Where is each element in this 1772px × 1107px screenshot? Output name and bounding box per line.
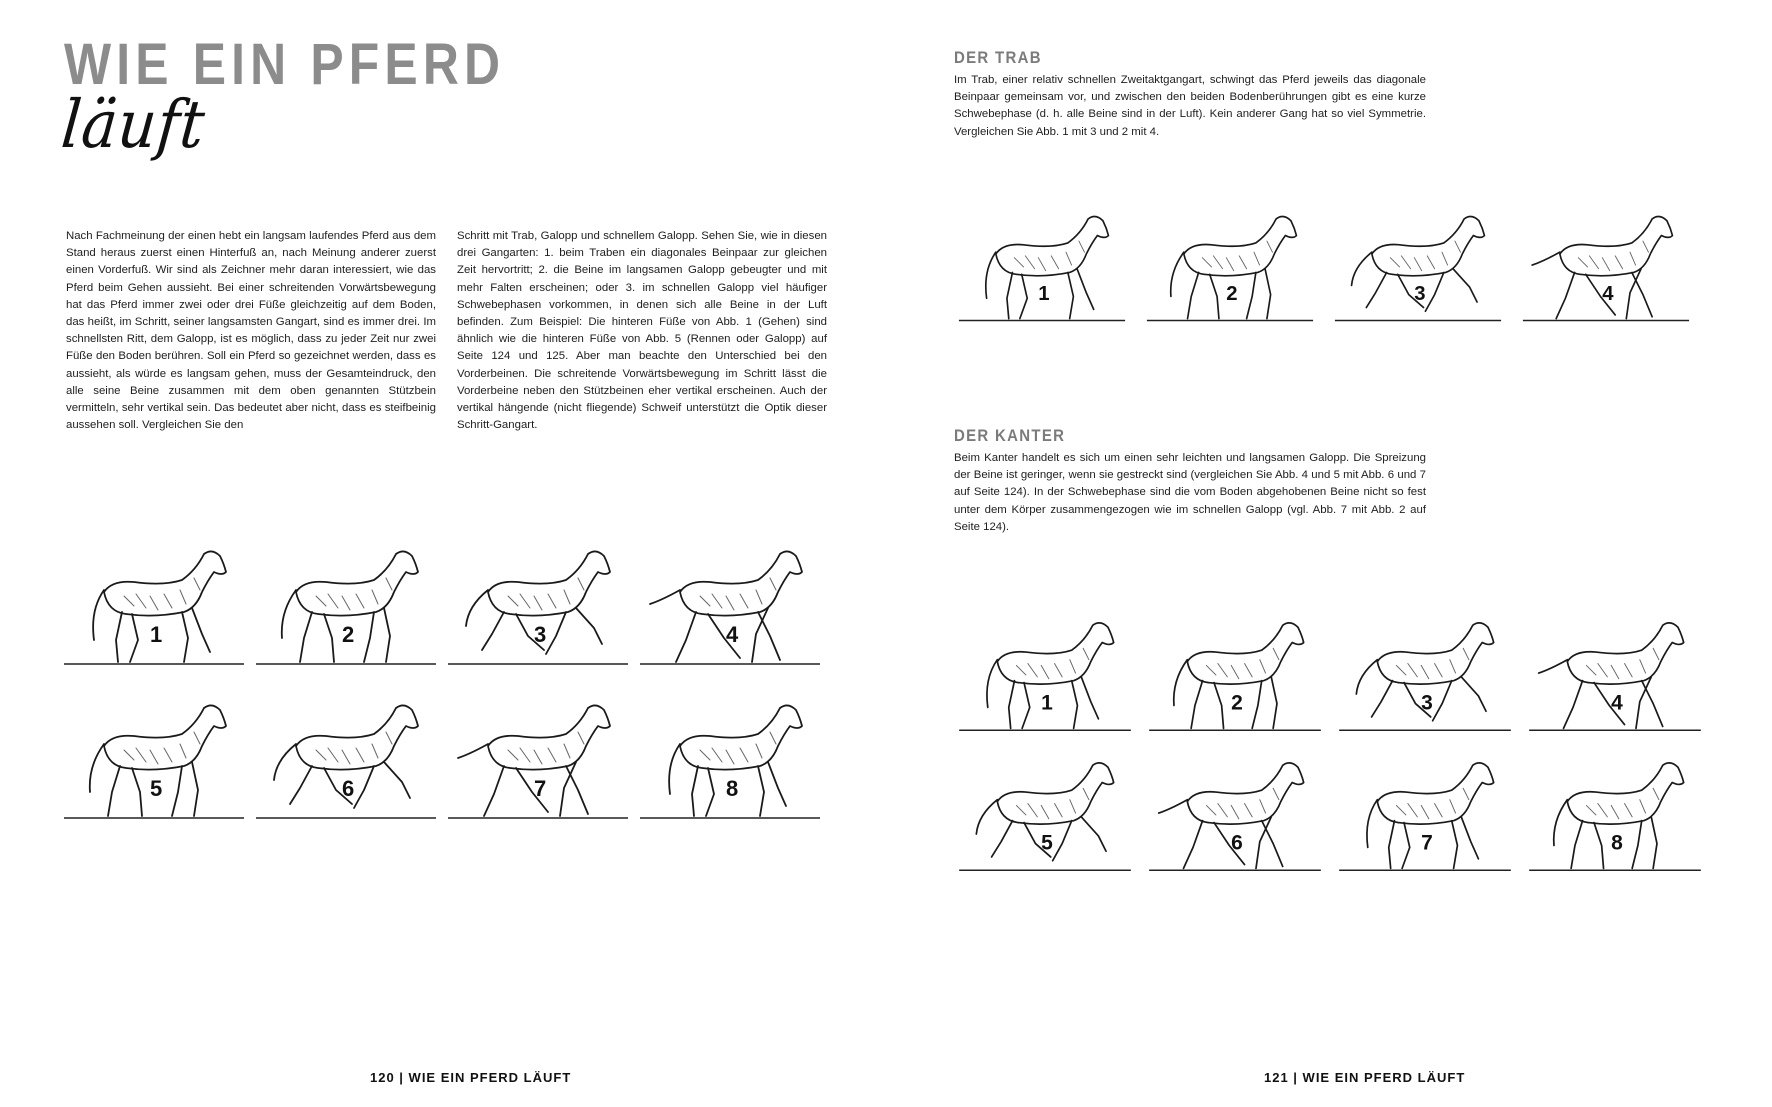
horse-leg	[1461, 817, 1478, 859]
figure-number: 5	[150, 776, 163, 801]
horse-figure	[956, 752, 1134, 876]
horse-tail	[1356, 660, 1377, 694]
horse-leg	[1077, 269, 1094, 310]
horse-leg	[1053, 821, 1072, 861]
section-text-trab: Im Trab, einer relativ schnellen Zweitaktgangart, schwingt das Pferd jeweils das diagonale Beinpaar gemeinsam vor, und zwischen den beiden Bodenberührungen gibt es eine kurze Schwebephase (d. h. alle Beine sind in der Luft). Kein anderer Gang hat so viel Symmetrie. Vergleichen Sie Abb. 1 mit 3 und 2 mit 4.	[954, 74, 1426, 138]
horse-leg	[484, 766, 504, 816]
horse-leg	[1642, 681, 1663, 727]
horse-tail	[987, 660, 997, 708]
horse-body	[1567, 623, 1683, 684]
horse-leg	[768, 762, 786, 806]
horse-body	[1377, 623, 1493, 684]
horse-tail	[274, 744, 296, 780]
horse-leg	[1068, 272, 1074, 318]
horse-figure	[448, 540, 628, 670]
horse-leg	[1556, 272, 1574, 318]
horse-tail	[90, 744, 104, 792]
horse-body	[1187, 623, 1303, 684]
horse-leg	[1594, 823, 1604, 869]
horse-tail	[282, 590, 296, 638]
page-title: WIE EIN PFERD	[64, 32, 506, 97]
horse-figure	[1518, 206, 1694, 326]
horse-leg	[1433, 681, 1452, 721]
page-title-script: läuft	[58, 86, 209, 163]
horse-leg	[1389, 821, 1395, 869]
body-column-1: Nach Fachmeinung der einen hebt ein langsam laufendes Pferd aus dem Stand heraus zuerst einen Hinterfuß an, nach Meinung anderer zuerst einen Vorderfuß. Wir sind als Zeichner mehr daran interessiert, wie das Pferd beim Gehen aussieht. Bei einer schreitenden Vorwärtsbewegung hat das Pferd immer zwei oder drei Füße gleichzeitig auf dem Boden, das heißt, im Schritt, seiner langsamsten Gangart, sind es immer drei. Im schnellsten Ritt, dem Galopp, ist es möglich, dass zu jeder Zeit nur zwei Füße den Boden berühren. Soll ein Pferd so gezeichnet werden, dass es aussieht, als würde es langsam gehen, muss der Gesamteindruck, den alle seine Beine zusammen mit dem oben genannten Stützbein vermitteln, sehr vertikal sein. Das bedeutet aber nicht, dass es steifbeinig aussehen soll. Vergleichen Sie den	[66, 230, 436, 432]
horse-figure	[1526, 752, 1704, 876]
kanter-illustration-row-1	[956, 612, 1726, 742]
horse-figure	[1330, 206, 1506, 326]
horse-figure	[640, 540, 820, 670]
horse-figure	[448, 694, 628, 824]
horse-figure	[640, 694, 820, 824]
section-heading-kanter: DER KANTER	[954, 426, 1066, 445]
figure-number: 1	[150, 622, 163, 647]
section-text-kanter: Beim Kanter handelt es sich um einen sehr leichten und langsamen Galopp. Die Spreizung der Beine ist geringer, wenn sie gestreckt sind (vergleichen Sie Abb. 4 und 5 mit Abb. 6 und 7 auf Seite 124). In der Schwebephase sind die vom Boden abgehobenen Beine nicht so fest unter dem Körper zusammengezogen wie im schnellen Galopp (vgl. Abb. 7 mit Abb. 2 auf Seite 124).	[954, 452, 1426, 533]
figure-number: 8	[726, 776, 739, 801]
horse-tail	[1554, 800, 1568, 846]
horse-leg	[706, 768, 714, 816]
horse-body	[680, 705, 802, 769]
horse-leg	[1022, 683, 1030, 729]
horse-leg	[1271, 677, 1277, 729]
horse-tail	[1352, 252, 1372, 285]
horse-figure	[1336, 612, 1514, 736]
figure-number: 3	[1414, 283, 1426, 306]
horse-body	[997, 623, 1113, 684]
figure-number: 3	[1421, 691, 1433, 715]
horse-figure	[1336, 752, 1514, 876]
horse-leg	[116, 612, 122, 662]
horse-leg	[1081, 677, 1098, 719]
horse-body	[104, 705, 226, 769]
horse-leg	[108, 766, 120, 816]
horse-leg	[290, 766, 312, 804]
figure-number: 4	[1602, 283, 1614, 306]
figure-number: 6	[1231, 831, 1243, 855]
horse-leg	[1452, 821, 1458, 869]
figure-number: 1	[1038, 283, 1050, 306]
horse-tail	[466, 590, 488, 626]
horse-leg	[1183, 821, 1202, 869]
horse-leg	[758, 612, 780, 660]
horse-leg	[1210, 274, 1219, 318]
kanter-illustration-row-2	[956, 752, 1726, 882]
horse-figure	[64, 694, 244, 824]
horse-leg	[1188, 272, 1199, 318]
horse-figure	[256, 540, 436, 670]
horse-leg	[172, 766, 182, 816]
horse-tail	[1174, 660, 1188, 706]
horse-leg	[300, 612, 312, 662]
horse-leg	[992, 821, 1013, 857]
horse-leg	[192, 762, 198, 816]
figure-number: 2	[342, 622, 355, 647]
horse-leg	[1571, 821, 1582, 869]
horse-leg	[354, 766, 374, 808]
horse-body	[996, 217, 1109, 276]
section-heading-trab: DER TRAB	[954, 48, 1042, 67]
horse-tail	[1539, 660, 1568, 673]
horse-leg	[1632, 272, 1652, 316]
horse-leg	[1072, 681, 1078, 729]
horse-leg	[1262, 821, 1283, 867]
horse-leg	[566, 766, 588, 814]
horse-leg	[758, 766, 764, 816]
horse-leg	[182, 612, 188, 662]
horse-leg	[1651, 817, 1657, 869]
horse-leg	[1009, 681, 1015, 729]
figure-number: 6	[342, 776, 355, 801]
horse-tail	[650, 590, 680, 604]
horse-leg	[130, 614, 138, 662]
horse-leg	[1425, 272, 1443, 311]
horse-leg	[1453, 269, 1477, 302]
horse-tail	[1171, 252, 1184, 296]
horse-tail	[458, 744, 488, 758]
horse-body	[1560, 217, 1673, 276]
horse-tail	[986, 252, 996, 298]
horse-body	[104, 551, 226, 615]
horse-body	[1377, 763, 1493, 824]
horse-tail	[669, 744, 680, 794]
horse-leg	[1247, 272, 1256, 318]
horse-leg	[576, 608, 602, 644]
horse-tail	[1159, 800, 1188, 813]
horse-body	[296, 551, 418, 615]
horse-leg	[1191, 681, 1202, 729]
horse-leg	[1020, 274, 1027, 318]
horse-leg	[384, 762, 410, 798]
horse-leg	[1252, 681, 1262, 729]
horse-body	[1372, 217, 1485, 276]
horse-leg	[692, 766, 698, 816]
horse-figure	[256, 694, 436, 824]
horse-leg	[192, 608, 210, 652]
figure-number: 1	[1041, 691, 1053, 715]
horse-body	[1187, 763, 1303, 824]
horse-leg	[482, 612, 504, 650]
horse-leg	[1632, 821, 1642, 869]
horse-leg	[384, 608, 390, 662]
horse-leg	[676, 612, 696, 662]
horse-tail	[1532, 252, 1560, 265]
horse-leg	[364, 612, 374, 662]
horse-tail	[1367, 800, 1377, 848]
horse-leg	[1366, 272, 1386, 307]
page-footer-left: 120 | WIE EIN PFERD LÄUFT	[370, 1070, 572, 1085]
body-column-2: Schritt mit Trab, Galopp und schnellem Galopp. Sehen Sie, wie in diesen drei Gangarten: 1. beim Traben ein diagonales Beinpaar zur gleichen Zeit hervortritt; 2. die Beine im langsamen Galopp gebeugter und mit mehr Falten erscheinen; oder 3. im schnellen Galopp viel häufiger Schwebephasen vorkommen, in denen sich alle Beine in der Luft befinden. Zum Beispiel: Die hinteren Füße von Abb. 1 (Gehen) sind ähnlich wie die hinteren Füße von Abb. 5 (Rennen oder Galopp) auf Seite 124 und 125. Aber man beachte den Unterschied bei den Vorderbeinen. Die schreitende Vorwärtsbewegung im Schritt lässt die Vorderbeine neben den Stützbeinen eher vertikal erscheinen. Auch der vertikal hängende (nicht fliegende) Schweif unterstützt die Optik dieser Schritt-Gangart.	[457, 230, 827, 432]
horse-figure	[954, 206, 1130, 326]
horse-body	[488, 551, 610, 615]
figure-number: 3	[534, 622, 547, 647]
figure-number: 7	[534, 776, 547, 801]
horse-body	[488, 705, 610, 769]
figure-number: 8	[1611, 831, 1623, 855]
horse-leg	[1372, 681, 1393, 717]
horse-body	[1567, 763, 1683, 824]
trab-illustration-row	[954, 206, 1716, 336]
horse-leg	[1007, 272, 1013, 318]
horse-body	[1184, 217, 1297, 276]
horse-leg	[1402, 823, 1410, 869]
figure-number: 4	[1611, 691, 1623, 715]
horse-leg	[1461, 677, 1486, 711]
figure-number: 4	[726, 622, 739, 647]
horse-figure	[1526, 612, 1704, 736]
horse-leg	[132, 768, 142, 816]
horse-body	[680, 551, 802, 615]
page-footer-right: 121 | WIE EIN PFERD LÄUFT	[1264, 1070, 1466, 1085]
horse-leg	[546, 612, 566, 654]
horse-tail	[976, 800, 997, 834]
figure-number: 5	[1041, 831, 1053, 855]
horse-body	[997, 763, 1113, 824]
horse-leg	[1265, 269, 1271, 319]
horse-figure	[1146, 752, 1324, 876]
horse-leg	[1563, 681, 1582, 729]
walk-illustration-row-1	[64, 540, 834, 680]
horse-figure	[1146, 612, 1324, 736]
horse-figure	[1142, 206, 1318, 326]
horse-body	[296, 705, 418, 769]
horse-figure	[956, 612, 1134, 736]
figure-number: 7	[1421, 831, 1433, 855]
horse-leg	[324, 614, 334, 662]
figure-number: 2	[1231, 691, 1243, 715]
horse-leg	[1214, 683, 1224, 729]
right-page	[886, 0, 1772, 1107]
horse-tail	[93, 590, 104, 640]
walk-illustration-row-2	[64, 694, 834, 834]
horse-figure	[64, 540, 244, 670]
horse-leg	[1081, 817, 1106, 851]
figure-number: 2	[1226, 283, 1238, 306]
